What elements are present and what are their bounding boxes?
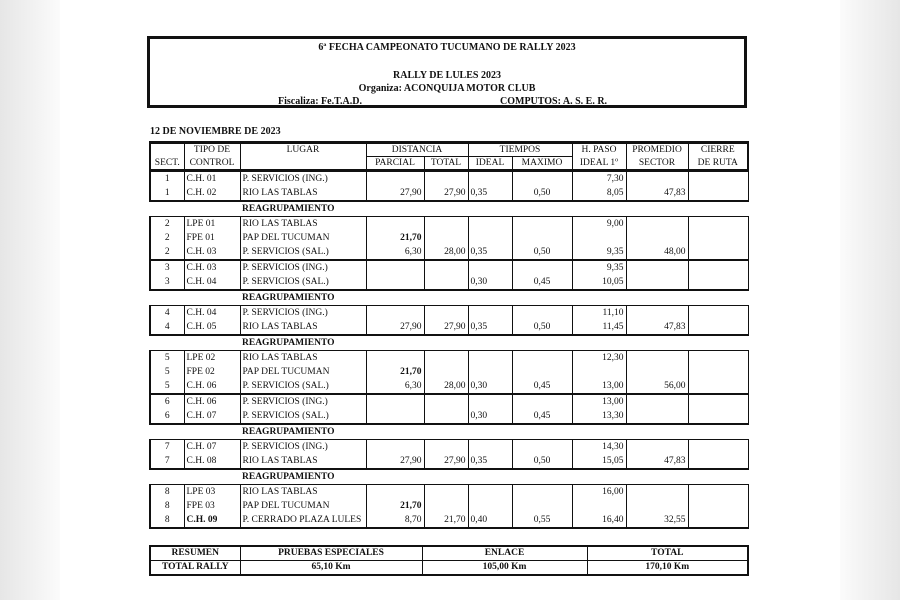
- cell-total: [424, 485, 468, 500]
- table-row: [150, 513, 748, 528]
- cell-ideal: 0,35: [468, 320, 512, 335]
- cell-max: [512, 485, 572, 500]
- championship-title: 6ª FECHA CAMPEONATO TUCUMANO DE RALLY 2023: [318, 42, 576, 53]
- table-row: [150, 379, 748, 394]
- cell-lugar: P. SERVICIOS (SAL.): [240, 245, 366, 260]
- cell-lugar: PAP DEL TUCUMAN: [240, 231, 366, 245]
- cell-prom: 47,83: [626, 186, 688, 201]
- table-row: [150, 231, 748, 245]
- cell-cierre: [688, 409, 748, 424]
- summary-enlace-value: 105,00 Km: [422, 561, 587, 576]
- cell-max: [512, 231, 572, 245]
- cell-sect: 8: [150, 499, 184, 513]
- regroup-label: REAGRUPAMIENTO: [242, 204, 335, 214]
- cell-sect: 4: [150, 306, 184, 321]
- regroup-row: [150, 335, 748, 351]
- cell-hpaso: 8,05: [572, 186, 626, 201]
- cell-cierre: [688, 260, 748, 275]
- cell-lugar: PAP DEL TUCUMAN: [240, 365, 366, 379]
- cell-hpaso: [572, 499, 626, 513]
- cell-ideal: [468, 394, 512, 409]
- rally-title: RALLY DE LULES 2023: [393, 70, 501, 81]
- cell-sect: 4: [150, 320, 184, 335]
- cell-max: 0,55: [512, 513, 572, 528]
- cell-ideal: [468, 217, 512, 232]
- cell-ctrl: C.H. 03: [184, 260, 240, 275]
- cell-cierre: [688, 485, 748, 500]
- cell-lugar: RIO LAS TABLAS: [240, 485, 366, 500]
- cell-sect: 3: [150, 275, 184, 290]
- cell-prom: [626, 440, 688, 455]
- cell-parcial: 21,70: [366, 231, 424, 245]
- cell-lugar: RIO LAS TABLAS: [240, 351, 366, 366]
- cell-lugar: P. SERVICIOS (ING.): [240, 440, 366, 455]
- cell-prom: [626, 485, 688, 500]
- cell-parcial: 21,70: [366, 365, 424, 379]
- regroup-row: [150, 290, 748, 306]
- cell-parcial: [366, 409, 424, 424]
- cell-max: 0,50: [512, 320, 572, 335]
- table-row: [150, 485, 748, 500]
- cell-prom: [626, 409, 688, 424]
- cell-parcial: 6,30: [366, 245, 424, 260]
- regroup-label: REAGRUPAMIENTO: [242, 338, 335, 348]
- col-deruta: DE RUTA: [688, 157, 748, 171]
- cell-max: [512, 260, 572, 275]
- cell-ctrl: C.H. 05: [184, 320, 240, 335]
- summary-total-rally: TOTAL RALLY: [150, 561, 240, 576]
- cell-sect: 7: [150, 454, 184, 469]
- cell-sect: 3: [150, 260, 184, 275]
- table-row: [150, 275, 748, 290]
- cell-hpaso: 16,00: [572, 485, 626, 500]
- cell-sect: 2: [150, 245, 184, 260]
- cell-parcial: 21,70: [366, 499, 424, 513]
- cell-hpaso: 11,10: [572, 306, 626, 321]
- cell-ctrl: LPE 01: [184, 217, 240, 232]
- cell-lugar: P. SERVICIOS (ING.): [240, 260, 366, 275]
- cell-ideal: [468, 306, 512, 321]
- cell-sect: 6: [150, 394, 184, 409]
- cell-total: 21,70: [424, 513, 468, 528]
- cell-parcial: 27,90: [366, 320, 424, 335]
- cell-ideal: 0,35: [468, 245, 512, 260]
- summary-enlace-label: ENLACE: [422, 546, 587, 561]
- cell-ctrl: FPE 02: [184, 365, 240, 379]
- fiscaliza: Fiscaliza: Fe.T.A.D.: [278, 96, 362, 107]
- col-lugar: LUGAR: [240, 143, 366, 157]
- cell-ideal: 0,35: [468, 186, 512, 201]
- cell-prom: [626, 275, 688, 290]
- cell-ideal: [468, 260, 512, 275]
- table-row: [150, 320, 748, 335]
- col-cierre: CIERRE: [688, 143, 748, 157]
- cell-lugar: P. SERVICIOS (ING.): [240, 394, 366, 409]
- cell-cierre: [688, 365, 748, 379]
- cell-cierre: [688, 217, 748, 232]
- cell-sect: 6: [150, 409, 184, 424]
- cell-ideal: 0,30: [468, 409, 512, 424]
- cell-lugar: PAP DEL TUCUMAN: [240, 499, 366, 513]
- cell-max: [512, 394, 572, 409]
- cell-hpaso: 13,30: [572, 409, 626, 424]
- cell-total: 27,90: [424, 320, 468, 335]
- cell-cierre: [688, 499, 748, 513]
- cell-sect: 7: [150, 440, 184, 455]
- regroup-label: REAGRUPAMIENTO: [242, 427, 335, 437]
- cell-lugar: P. SERVICIOS (SAL.): [240, 409, 366, 424]
- cell-hpaso: 9,35: [572, 245, 626, 260]
- cell-max: 0,50: [512, 186, 572, 201]
- cell-cierre: [688, 351, 748, 366]
- table-row: [150, 365, 748, 379]
- cell-max: 0,45: [512, 409, 572, 424]
- cell-prom: 47,83: [626, 320, 688, 335]
- cell-prom: 47,83: [626, 454, 688, 469]
- table-row: [150, 351, 748, 366]
- col-ideal: IDEAL: [468, 157, 512, 171]
- cell-ctrl: C.H. 08: [184, 454, 240, 469]
- cell-cierre: [688, 275, 748, 290]
- cell-prom: 32,55: [626, 513, 688, 528]
- cell-lugar: P. CERRADO PLAZA LULES: [240, 513, 366, 528]
- col-distancia: DISTANCIA: [366, 143, 468, 157]
- cell-ideal: 0,30: [468, 275, 512, 290]
- summary-label: RESUMEN: [150, 546, 240, 561]
- col-tiempos: TIEMPOS: [468, 143, 572, 157]
- cell-ctrl: LPE 02: [184, 351, 240, 366]
- cell-parcial: [366, 171, 424, 187]
- cell-hpaso: [572, 231, 626, 245]
- cell-prom: [626, 365, 688, 379]
- cell-parcial: [366, 260, 424, 275]
- cell-hpaso: 14,30: [572, 440, 626, 455]
- cell-lugar: RIO LAS TABLAS: [240, 217, 366, 232]
- cell-hpaso: [572, 365, 626, 379]
- cell-total: [424, 275, 468, 290]
- regroup-label: REAGRUPAMIENTO: [242, 472, 335, 482]
- cell-lugar: P. SERVICIOS (SAL.): [240, 379, 366, 394]
- cell-cierre: [688, 306, 748, 321]
- cell-max: [512, 365, 572, 379]
- cell-parcial: [366, 440, 424, 455]
- cell-prom: [626, 217, 688, 232]
- cell-total: [424, 499, 468, 513]
- cell-ctrl: C.H. 07: [184, 409, 240, 424]
- col-control: CONTROL: [184, 157, 240, 171]
- cell-ctrl: C.H. 04: [184, 306, 240, 321]
- cell-total: [424, 365, 468, 379]
- computos: COMPUTOS: A. S. E. R.: [500, 96, 608, 107]
- cell-cierre: [688, 440, 748, 455]
- cell-hpaso: 13,00: [572, 394, 626, 409]
- regroup-row: [150, 469, 748, 485]
- cell-lugar: P. SERVICIOS (ING.): [240, 171, 366, 187]
- regroup-label: REAGRUPAMIENTO: [242, 293, 335, 303]
- cell-lugar: P. SERVICIOS (ING.): [240, 306, 366, 321]
- col-promedio: PROMEDIO: [626, 143, 688, 157]
- col-tipo: TIPO DE: [184, 143, 240, 157]
- cell-ideal: [468, 365, 512, 379]
- cell-total: [424, 351, 468, 366]
- cell-prom: 56,00: [626, 379, 688, 394]
- table-row: [150, 217, 748, 232]
- cell-total: [424, 394, 468, 409]
- cell-prom: [626, 171, 688, 187]
- cell-cierre: [688, 245, 748, 260]
- cell-cierre: [688, 186, 748, 201]
- cell-ideal: [468, 171, 512, 187]
- cell-hpaso: 13,00: [572, 379, 626, 394]
- cell-ctrl: C.H. 07: [184, 440, 240, 455]
- table-row: [150, 186, 748, 201]
- cell-sect: 1: [150, 171, 184, 187]
- cell-parcial: 27,90: [366, 454, 424, 469]
- cell-ctrl: FPE 03: [184, 499, 240, 513]
- cell-max: 0,45: [512, 379, 572, 394]
- cell-hpaso: 10,05: [572, 275, 626, 290]
- cell-cierre: [688, 231, 748, 245]
- cell-prom: [626, 260, 688, 275]
- col-hpaso: H. PASO: [572, 143, 626, 157]
- cell-max: [512, 217, 572, 232]
- table-header: [150, 143, 748, 171]
- event-header: [147, 36, 747, 108]
- cell-prom: 48,00: [626, 245, 688, 260]
- cell-cierre: [688, 454, 748, 469]
- col-maximo: MAXIMO: [512, 157, 572, 171]
- regroup-row: [150, 424, 748, 440]
- table-body: [150, 171, 748, 529]
- cell-max: 0,50: [512, 454, 572, 469]
- summary-total-value: 170,10 Km: [587, 561, 748, 576]
- summary-pe-value: 65,10 Km: [240, 561, 422, 576]
- cell-cierre: [688, 171, 748, 187]
- event-date: 12 DE NOVIEMBRE DE 2023: [150, 126, 281, 137]
- cell-ctrl: C.H. 06: [184, 379, 240, 394]
- cell-ctrl: C.H. 09: [184, 513, 240, 528]
- schedule-table: [149, 141, 749, 529]
- cell-ideal: 0,40: [468, 513, 512, 528]
- cell-max: [512, 499, 572, 513]
- cell-parcial: 8,70: [366, 513, 424, 528]
- cell-parcial: [366, 306, 424, 321]
- table-row: [150, 260, 748, 275]
- cell-max: [512, 351, 572, 366]
- cell-parcial: [366, 275, 424, 290]
- cell-ctrl: C.H. 06: [184, 394, 240, 409]
- cell-hpaso: 7,30: [572, 171, 626, 187]
- cell-ctrl: C.H. 02: [184, 186, 240, 201]
- cell-sect: 5: [150, 351, 184, 366]
- cell-lugar: RIO LAS TABLAS: [240, 454, 366, 469]
- cell-total: [424, 217, 468, 232]
- cell-hpaso: 15,05: [572, 454, 626, 469]
- cell-sect: 8: [150, 513, 184, 528]
- summary-table: [149, 545, 749, 576]
- cell-max: [512, 306, 572, 321]
- cell-ctrl: FPE 01: [184, 231, 240, 245]
- cell-ctrl: C.H. 03: [184, 245, 240, 260]
- cell-parcial: 27,90: [366, 186, 424, 201]
- cell-total: [424, 171, 468, 187]
- viewer-left-margin: [0, 0, 60, 600]
- summary-pe-label: PRUEBAS ESPECIALES: [240, 546, 422, 561]
- cell-total: [424, 231, 468, 245]
- cell-prom: [626, 231, 688, 245]
- table-row: [150, 409, 748, 424]
- cell-total: [424, 306, 468, 321]
- regroup-row: [150, 201, 748, 217]
- cell-sect: 2: [150, 217, 184, 232]
- cell-prom: [626, 351, 688, 366]
- table-row: [150, 394, 748, 409]
- summary-total-label: TOTAL: [587, 546, 748, 561]
- cell-parcial: [366, 217, 424, 232]
- table-row: [150, 245, 748, 260]
- cell-ideal: [468, 499, 512, 513]
- cell-cierre: [688, 320, 748, 335]
- cell-ideal: [468, 485, 512, 500]
- organizer: Organiza: ACONQUIJA MOTOR CLUB: [358, 83, 536, 94]
- cell-ideal: [468, 351, 512, 366]
- cell-total: [424, 409, 468, 424]
- col-total: TOTAL: [424, 157, 468, 171]
- cell-hpaso: 11,45: [572, 320, 626, 335]
- cell-total: 27,90: [424, 186, 468, 201]
- col-parcial: PARCIAL: [366, 157, 424, 171]
- cell-cierre: [688, 513, 748, 528]
- cell-total: 28,00: [424, 245, 468, 260]
- cell-prom: [626, 499, 688, 513]
- cell-sect: 8: [150, 485, 184, 500]
- cell-ideal: [468, 440, 512, 455]
- cell-sect: 5: [150, 365, 184, 379]
- table-row: [150, 306, 748, 321]
- cell-lugar: RIO LAS TABLAS: [240, 186, 366, 201]
- cell-max: 0,45: [512, 275, 572, 290]
- cell-hpaso: 9,00: [572, 217, 626, 232]
- cell-hpaso: 16,40: [572, 513, 626, 528]
- cell-sect: 1: [150, 186, 184, 201]
- cell-max: 0,50: [512, 245, 572, 260]
- cell-parcial: 6,30: [366, 379, 424, 394]
- cell-cierre: [688, 379, 748, 394]
- cell-hpaso: 12,30: [572, 351, 626, 366]
- cell-max: [512, 440, 572, 455]
- cell-total: 28,00: [424, 379, 468, 394]
- cell-max: [512, 171, 572, 187]
- cell-prom: [626, 394, 688, 409]
- cell-prom: [626, 306, 688, 321]
- viewer-right-margin: [840, 0, 900, 600]
- cell-total: [424, 440, 468, 455]
- cell-ctrl: C.H. 04: [184, 275, 240, 290]
- cell-total: 27,90: [424, 454, 468, 469]
- cell-ctrl: LPE 03: [184, 485, 240, 500]
- cell-ideal: 0,30: [468, 379, 512, 394]
- cell-lugar: P. SERVICIOS (SAL.): [240, 275, 366, 290]
- cell-ctrl: C.H. 01: [184, 171, 240, 187]
- cell-lugar: RIO LAS TABLAS: [240, 320, 366, 335]
- cell-hpaso: 9,35: [572, 260, 626, 275]
- cell-parcial: [366, 485, 424, 500]
- cell-ideal: 0,35: [468, 454, 512, 469]
- cell-parcial: [366, 394, 424, 409]
- table-row: [150, 171, 748, 187]
- cell-sect: 2: [150, 231, 184, 245]
- cell-sect: 5: [150, 379, 184, 394]
- table-row: [150, 454, 748, 469]
- table-row: [150, 440, 748, 455]
- cell-total: [424, 260, 468, 275]
- document-page: [60, 0, 840, 600]
- col-sect: SECT.: [150, 157, 184, 171]
- cell-cierre: [688, 394, 748, 409]
- cell-ideal: [468, 231, 512, 245]
- table-row: [150, 499, 748, 513]
- cell-parcial: [366, 351, 424, 366]
- col-sector: SECTOR: [626, 157, 688, 171]
- col-ideal1: IDEAL 1º: [572, 157, 626, 171]
